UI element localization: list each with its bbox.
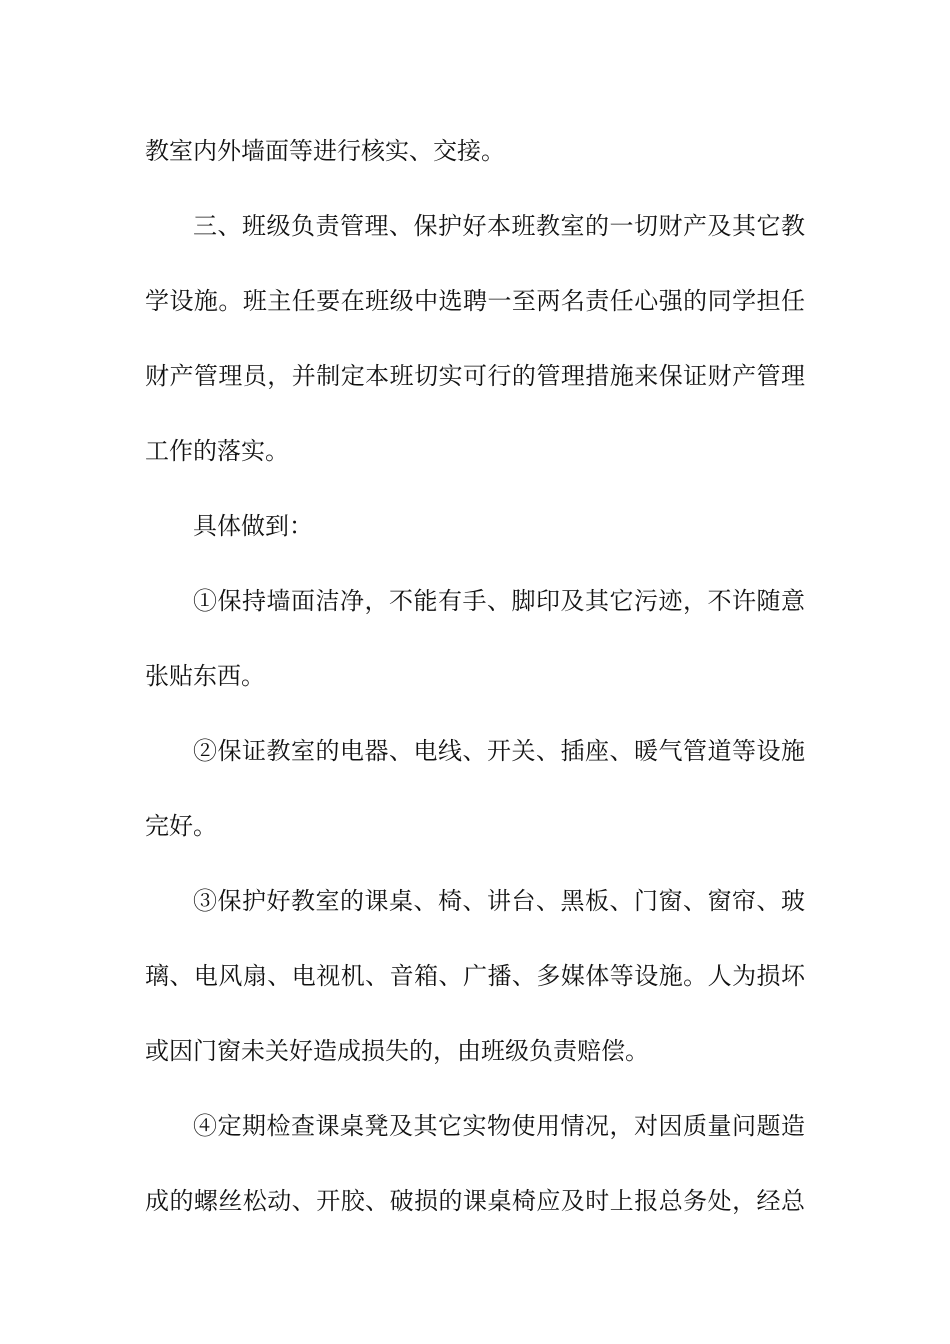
list-item-1-line: ①保持墙面洁净，不能有手、脚印及其它污迹，不许随意 [193, 587, 805, 615]
list-item-4-line: ④定期检查课桌凳及其它实物使用情况，对因质量问题造 [193, 1112, 805, 1140]
text-line: 完好。 [145, 812, 217, 840]
text-line: 学设施。班主任要在班级中选聘一至两名责任心强的同学担任 [145, 287, 805, 315]
list-item-3-line: ③保护好教室的课桌、椅、讲台、黑板、门窗、窗帘、玻 [193, 887, 805, 915]
text-line: 或因门窗未关好造成损失的，由班级负责赔偿。 [145, 1037, 649, 1065]
text-line: 财产管理员，并制定本班切实可行的管理措施来保证财产管理 [145, 362, 805, 390]
paragraph-first-line: 三、班级负责管理、保护好本班教室的一切财产及其它教 [193, 212, 805, 240]
paragraph-first-line: 具体做到： [193, 512, 313, 540]
text-line: 成的螺丝松动、开胶、破损的课桌椅应及时上报总务处，经总 [145, 1187, 805, 1215]
text-line: 张贴东西。 [145, 662, 265, 690]
text-line: 教室内外墙面等进行核实、交接。 [145, 137, 505, 165]
text-line: 璃、电风扇、电视机、音箱、广播、多媒体等设施。人为损坏 [145, 962, 805, 990]
list-item-2-line: ②保证教室的电器、电线、开关、插座、暖气管道等设施 [193, 737, 805, 765]
text-line: 工作的落实。 [145, 437, 289, 465]
